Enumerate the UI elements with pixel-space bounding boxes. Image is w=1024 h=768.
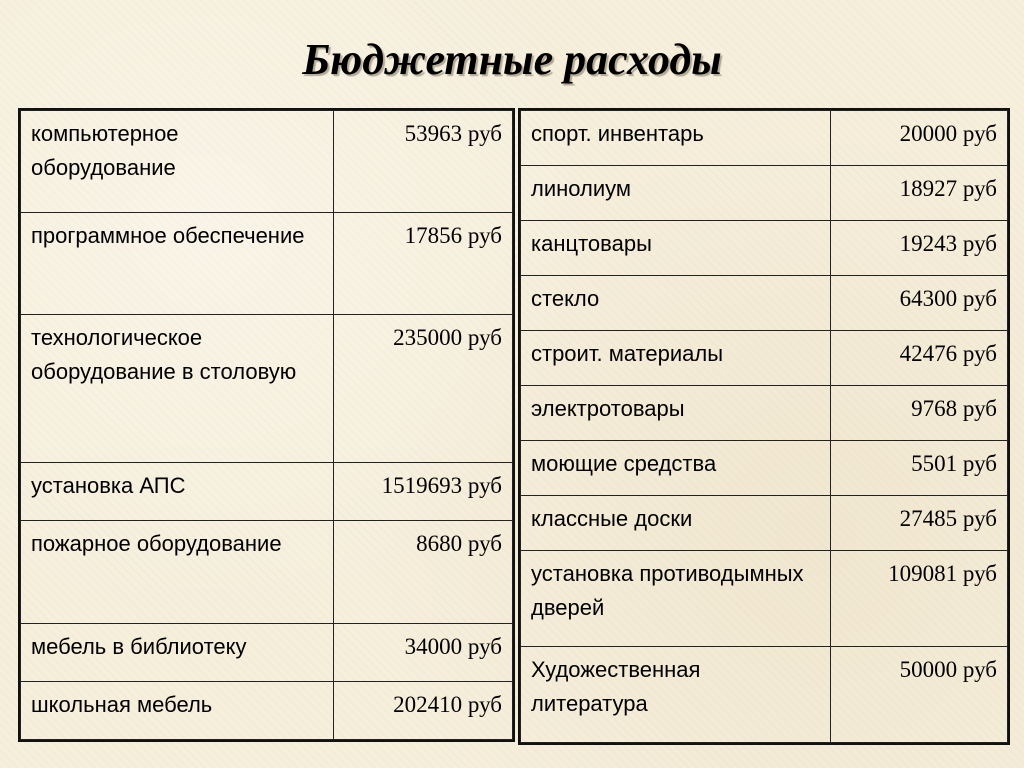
expense-amount: 9768 руб [831, 386, 1008, 441]
expense-amount: 202410 руб [334, 682, 513, 740]
expense-item: компьютерное оборудование [21, 111, 334, 213]
table-row [521, 551, 1008, 647]
expense-item: школьная мебель [21, 682, 334, 740]
table-row [521, 386, 1008, 441]
expense-item: программное обеспечение [21, 213, 334, 315]
expense-amount: 27485 руб [831, 496, 1008, 551]
table-row [521, 496, 1008, 551]
expense-amount: 64300 руб [831, 276, 1008, 331]
expense-item: пожарное оборудование [21, 521, 334, 624]
expense-amount: 18927 руб [831, 166, 1008, 221]
expense-item: стекло [521, 276, 831, 331]
expense-item: строит. материалы [521, 331, 831, 386]
table-row [521, 276, 1008, 331]
table-row [21, 463, 513, 521]
table-row [521, 441, 1008, 496]
table-row [521, 647, 1008, 743]
expense-item: установка противодымных дверей [521, 551, 831, 647]
table-row [521, 111, 1008, 166]
expense-amount: 5501 руб [831, 441, 1008, 496]
table-row [21, 521, 513, 624]
expenses-table-right [520, 110, 1008, 743]
table-row [21, 315, 513, 463]
expense-amount: 19243 руб [831, 221, 1008, 276]
expense-item: мебель в библиотеку [21, 624, 334, 682]
expense-amount: 1519693 руб [334, 463, 513, 521]
expense-amount: 42476 руб [831, 331, 1008, 386]
expense-amount: 235000 руб [334, 315, 513, 463]
expense-item: линолиум [521, 166, 831, 221]
expense-item: классные доски [521, 496, 831, 551]
expense-item: электротовары [521, 386, 831, 441]
expense-item: Художественная литература [521, 647, 831, 743]
table-row [521, 166, 1008, 221]
table-row [21, 682, 513, 740]
table-row [21, 213, 513, 315]
expense-item: канцтовары [521, 221, 831, 276]
expense-amount: 50000 руб [831, 647, 1008, 743]
expense-amount: 109081 руб [831, 551, 1008, 647]
table-row [21, 111, 513, 213]
table-row [521, 331, 1008, 386]
expenses-table-left [20, 110, 513, 740]
table-row [521, 221, 1008, 276]
expense-amount: 34000 руб [334, 624, 513, 682]
expense-amount: 20000 руб [831, 111, 1008, 166]
expense-item: установка АПС [21, 463, 334, 521]
expense-amount: 17856 руб [334, 213, 513, 315]
expense-amount: 53963 руб [334, 111, 513, 213]
expense-item: технологическое оборудование в столовую [21, 315, 334, 463]
expense-item: моющие средства [521, 441, 831, 496]
table-row [21, 624, 513, 682]
page-title: Бюджетные расходы [302, 35, 722, 84]
expense-amount: 8680 руб [334, 521, 513, 624]
expense-item: спорт. инвентарь [521, 111, 831, 166]
